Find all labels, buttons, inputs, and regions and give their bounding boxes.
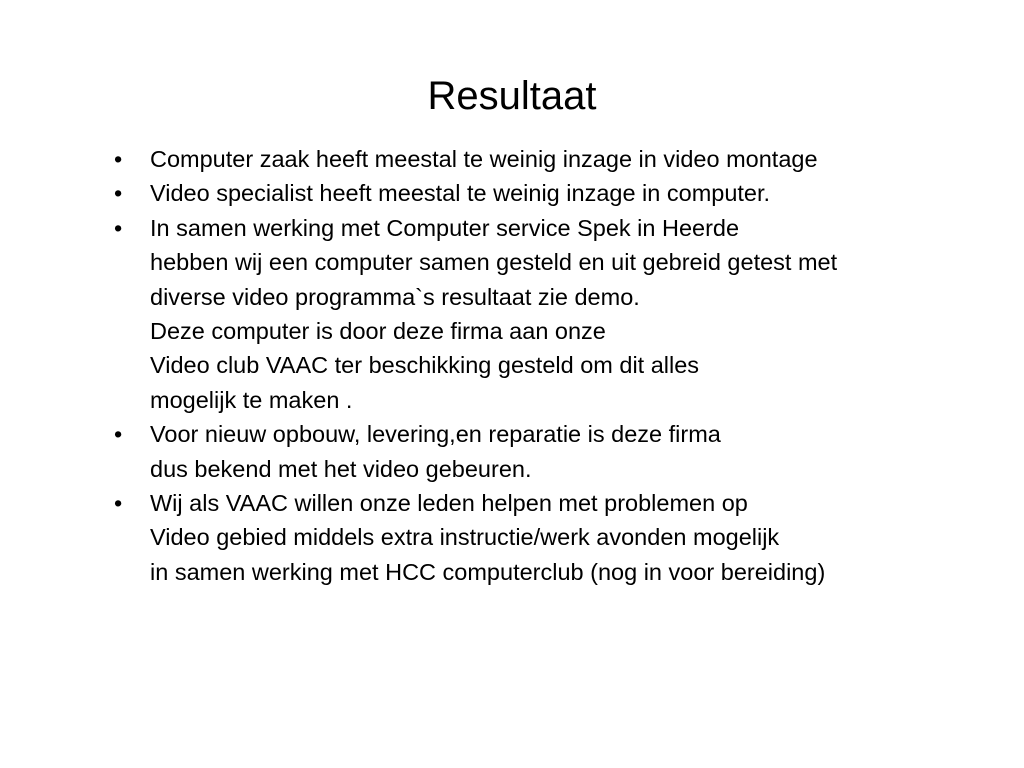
line-text: Video gebied middels extra instructie/werk avonden mogelijk xyxy=(150,524,780,551)
bullet-marker: • xyxy=(114,421,123,448)
continuation-line xyxy=(112,452,1012,486)
continuation-line xyxy=(112,314,1012,348)
line-text: Deze computer is door deze firma aan onze xyxy=(150,317,606,344)
bullet-marker: • xyxy=(114,214,123,241)
line-text: Video club VAAC ter beschikking gesteld om dit alles xyxy=(150,352,700,379)
continuation-line xyxy=(112,245,1012,279)
continuation-line xyxy=(112,555,1012,589)
line-text: hebben wij een computer samen gesteld en uit gebreid getest met xyxy=(150,249,838,276)
slide-title: Resultaat xyxy=(427,74,597,118)
line-text: In samen werking met Computer service Spek in Heerde xyxy=(150,214,740,241)
continuation-line xyxy=(112,348,1012,382)
line-text: mogelijk te maken . xyxy=(150,386,353,413)
bullet-marker: • xyxy=(114,146,123,172)
line-text: Video specialist heeft meestal te weinig inzage in computer. xyxy=(150,180,771,207)
bullet-line xyxy=(112,417,1012,451)
line-text: diverse video programma`s resultaat zie demo. xyxy=(150,283,640,310)
bullet-line xyxy=(112,176,1012,210)
line-text: Wij als VAAC willen onze leden helpen met problemen op xyxy=(150,489,748,516)
bullet-line xyxy=(112,142,1012,176)
bullet-line xyxy=(112,211,1012,245)
line-text: Voor nieuw opbouw, levering,en reparatie is deze firma xyxy=(150,421,721,448)
bullet-line xyxy=(112,486,1012,520)
continuation-line xyxy=(112,280,1012,314)
line-text: dus bekend met het video gebeuren. xyxy=(150,455,532,482)
bullet-marker: • xyxy=(114,180,123,207)
bullet-marker: • xyxy=(114,489,123,516)
slide-body xyxy=(112,142,1012,589)
line-text: in samen werking met HCC computerclub (nog in voor bereiding) xyxy=(150,558,826,585)
continuation-line xyxy=(112,520,1012,554)
continuation-line xyxy=(112,383,1012,417)
line-text: Computer zaak heeft meestal te weinig inzage in video montage xyxy=(150,146,818,172)
